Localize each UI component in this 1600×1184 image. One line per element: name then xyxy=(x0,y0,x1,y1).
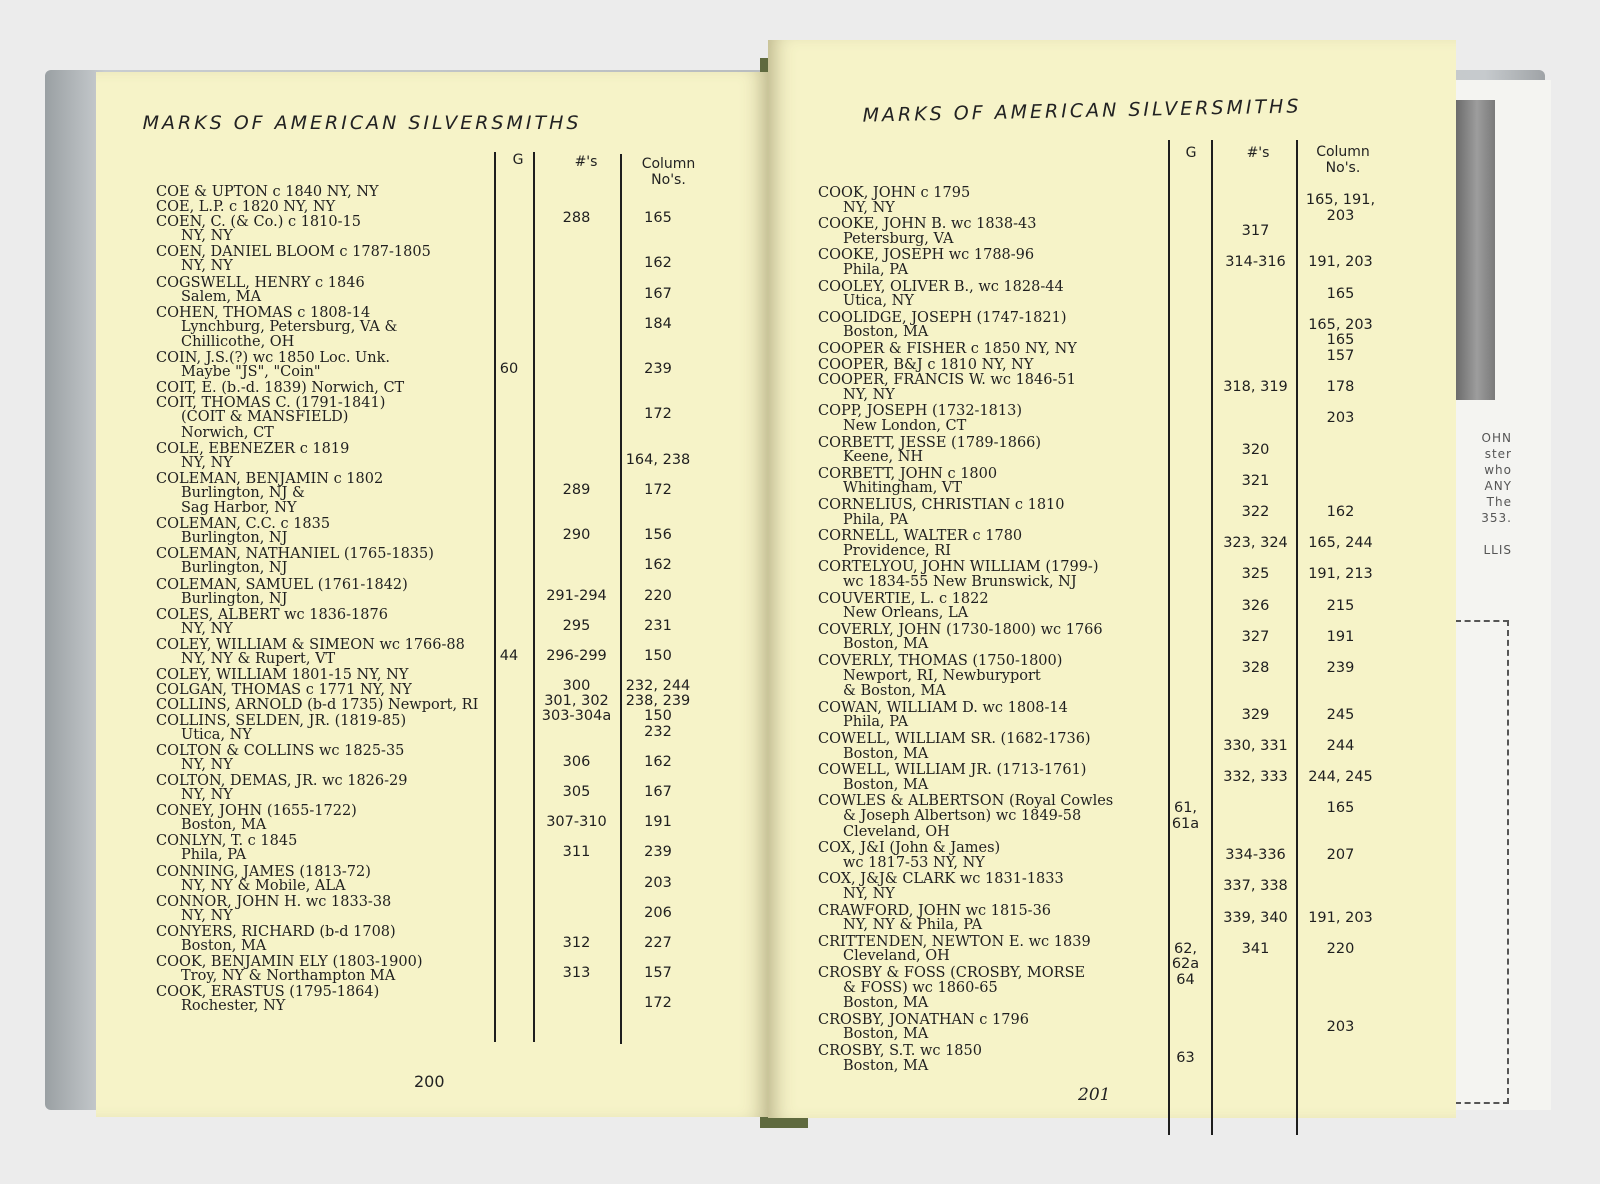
entry-column-numbers: 165, 244 xyxy=(1308,535,1373,552)
entry-plate-numbers: 328 xyxy=(1241,660,1270,676)
entry-location: NY, NY xyxy=(181,228,233,245)
index-entry xyxy=(156,577,756,607)
index-entry xyxy=(818,357,1438,373)
right-entries xyxy=(818,185,1438,1125)
entry-column-numbers: 203 xyxy=(644,874,672,891)
entry-column-numbers: 191 xyxy=(1326,628,1355,645)
entry-column-numbers: 172 xyxy=(644,406,672,423)
index-entry xyxy=(818,591,1438,622)
entry-name: COOK, ERASTUS (1795-1864) xyxy=(156,984,380,1001)
entry-name: COWLES & ALBERTSON (Royal Cowles xyxy=(818,793,1114,810)
entry-name: COOLIDGE, JOSEPH (1747-1821) xyxy=(818,309,1067,326)
entry-column-numbers: 220 xyxy=(1326,940,1355,957)
entry-column-numbers: 207 xyxy=(1326,847,1355,864)
entry-name: COOKE, JOSEPH wc 1788-96 xyxy=(818,247,1035,264)
entry-location: Boston, MA xyxy=(843,1026,929,1043)
entry-name: COOKE, JOHN B. wc 1838-43 xyxy=(818,216,1037,233)
entry-column-numbers: 165 xyxy=(1326,800,1355,817)
entry-location: Boston, MA xyxy=(843,776,929,793)
left-entries xyxy=(156,184,756,1044)
entry-column-numbers: 191, 203 xyxy=(1308,254,1373,271)
entry-name: COHEN, THOMAS c 1808-14 xyxy=(156,304,371,321)
entry-plate-numbers: 321 xyxy=(1241,472,1270,489)
entry-name: COLES, ALBERT wc 1836-1876 xyxy=(156,606,388,623)
entry-name: COLEMAN, C.C. c 1835 xyxy=(156,516,331,533)
dust-jacket-photo xyxy=(1450,100,1495,400)
entry-location: NY, NY xyxy=(181,258,233,275)
entry-location: New London, CT xyxy=(843,417,967,434)
index-entry xyxy=(156,803,756,833)
entry-column-numbers: 165, 203 165 xyxy=(1308,316,1373,349)
entry-column-numbers: 227 xyxy=(644,934,672,951)
index-entry xyxy=(156,244,756,274)
entry-column-numbers: 232, 244 xyxy=(625,678,691,695)
entry-g: 63 xyxy=(1176,1050,1195,1066)
entry-name: COOPER, B&J c 1810 NY, NY xyxy=(818,356,1034,373)
entry-location: NY, NY xyxy=(843,199,895,216)
entry-name: COOK, BENJAMIN ELY (1803-1900) xyxy=(156,954,423,971)
index-entry xyxy=(156,395,756,440)
entry-location: (COIT & MANSFIELD) Norwich, CT xyxy=(181,409,349,441)
entry-name: CONYERS, RICHARD (b-d 1708) xyxy=(156,923,396,940)
entry-name: COLEMAN, SAMUEL (1761-1842) xyxy=(156,576,408,593)
entry-column-numbers: 162 xyxy=(644,753,672,770)
entry-column-numbers: 191, 213 xyxy=(1308,566,1373,583)
entry-column-numbers: 156 xyxy=(644,527,672,544)
index-entry xyxy=(818,653,1438,700)
index-entry xyxy=(818,559,1438,590)
entry-g: 60 xyxy=(499,361,519,378)
index-entry xyxy=(818,497,1438,528)
entry-plate-numbers: 300 xyxy=(562,678,591,695)
index-entry xyxy=(818,528,1438,559)
index-entry xyxy=(818,700,1438,731)
entry-column-numbers: 244 xyxy=(1326,738,1355,754)
entry-location: Utica, NY xyxy=(843,293,914,310)
index-entry xyxy=(156,516,756,546)
entry-location: Newport, RI, Newburyport & Boston, MA xyxy=(843,667,1041,700)
entry-plate-numbers: 288 xyxy=(562,210,591,227)
entry-name: CORBETT, JESSE (1789-1866) xyxy=(818,434,1042,451)
dust-jacket-dashed-box xyxy=(1455,620,1509,1104)
entry-column-numbers: 239 xyxy=(1326,660,1355,676)
entry-name: COOPER, FRANCIS W. wc 1846-51 xyxy=(818,372,1076,389)
index-entry xyxy=(156,275,756,305)
entry-plate-numbers: 339, 340 xyxy=(1223,909,1288,926)
entry-location: Burlington, NJ xyxy=(181,530,288,547)
entry-plate-numbers: 289 xyxy=(562,481,591,498)
entry-location: Phila, PA xyxy=(181,847,247,864)
entry-location: Maybe "JS", "Coin" xyxy=(181,364,321,381)
entry-location: Phila, PA xyxy=(843,714,909,731)
index-entry xyxy=(818,466,1438,497)
index-entry xyxy=(818,341,1438,364)
index-entry xyxy=(818,762,1438,793)
entry-location: Boston, MA xyxy=(181,937,267,954)
index-entry xyxy=(818,903,1438,934)
entry-name: COLEMAN, BENJAMIN c 1802 xyxy=(156,470,384,487)
entry-plate-numbers: 332, 333 xyxy=(1223,769,1288,786)
entry-column-numbers: 178 xyxy=(1326,379,1355,396)
entry-location: Boston, MA xyxy=(181,817,267,834)
entry-name: CONEY, JOHN (1655-1722) xyxy=(156,803,357,820)
index-entry xyxy=(156,924,756,954)
entry-plate-numbers: 312 xyxy=(562,934,591,951)
entry-plate-numbers: 322 xyxy=(1241,504,1270,520)
entry-column-numbers: 150 xyxy=(644,708,672,725)
entry-plate-numbers: 330, 331 xyxy=(1223,738,1288,754)
entry-name: COLLINS, SELDEN, JR. (1819-85) xyxy=(156,712,407,729)
entry-name: COWAN, WILLIAM D. wc 1808-14 xyxy=(818,699,1068,716)
entry-name: COOPER & FISHER c 1850 NY, NY xyxy=(818,341,1077,357)
entry-name: CORTELYOU, JOHN WILLIAM (1799-) xyxy=(818,559,1099,576)
entry-location: Utica, NY xyxy=(181,726,252,743)
entry-column-numbers: 157 xyxy=(1326,348,1355,364)
entry-name: COE & UPTON c 1840 NY, NY xyxy=(156,184,379,200)
entry-location: NY, NY xyxy=(181,620,233,637)
index-entry xyxy=(156,305,756,350)
entry-location: Providence, RI xyxy=(843,542,952,559)
entry-name: COIT, THOMAS C. (1791-1841) xyxy=(156,395,386,412)
entry-location: Petersburg, VA xyxy=(843,230,954,247)
entry-column-numbers: 165 xyxy=(1326,285,1355,302)
entry-location: Boston, MA xyxy=(843,745,929,762)
entry-plate-numbers: 305 xyxy=(562,783,591,800)
entry-name: COE, L.P. c 1820 NY, NY xyxy=(156,199,336,216)
entry-location: Phila, PA xyxy=(843,261,909,278)
entry-location: NY, NY xyxy=(181,756,233,773)
entry-location: & Joseph Albertson) wc 1849-58 Cleveland, OH xyxy=(843,807,1082,840)
entry-name: CORNELL, WALTER c 1780 xyxy=(818,528,1023,545)
entry-plate-numbers: 323, 324 xyxy=(1223,535,1288,552)
index-entry xyxy=(156,637,756,667)
entry-location: Whitingham, VT xyxy=(843,480,963,497)
entry-name: COEN, C. (& Co.) c 1810-15 xyxy=(156,214,361,231)
entry-name: COGSWELL, HENRY c 1846 xyxy=(156,274,365,291)
entry-column-numbers: 203 xyxy=(1326,410,1355,427)
entry-plate-numbers: 325 xyxy=(1241,566,1270,583)
entry-column-numbers: 162 xyxy=(644,255,672,272)
index-entry xyxy=(818,185,1438,224)
entry-g: 64 xyxy=(1176,972,1195,988)
index-entry xyxy=(818,403,1438,434)
entry-plate-numbers: 306 xyxy=(562,753,591,770)
dust-jacket-text: OHN ster who ANY The 353. LLIS xyxy=(1481,431,1512,557)
entry-column-numbers: 191 xyxy=(644,814,672,831)
page-number-left: 200 xyxy=(414,1072,445,1091)
col-header-column: Column No's. xyxy=(641,156,696,188)
index-entry xyxy=(156,350,756,380)
entry-column-numbers: 245 xyxy=(1326,706,1355,723)
entry-name: CORBETT, JOHN c 1800 xyxy=(818,465,998,482)
entry-location: Boston, MA xyxy=(843,636,929,653)
index-entry xyxy=(818,871,1438,902)
entry-column-numbers: 206 xyxy=(644,904,672,921)
col-header-nums-right: #'s xyxy=(1246,145,1270,161)
entry-location: NY, NY & Phila, PA xyxy=(843,917,983,934)
entry-location: Burlington, NJ xyxy=(181,560,288,577)
entry-column-numbers: 165, 191, 203 xyxy=(1305,192,1376,224)
entry-column-numbers: 162 xyxy=(1326,504,1355,520)
entry-location: Burlington, NJ xyxy=(181,590,288,607)
entry-location: Burlington, NJ & Sag Harbor, NY xyxy=(181,484,305,517)
entry-name: COVERLY, THOMAS (1750-1800) xyxy=(818,653,1063,669)
entry-name: COIN, J.S.(?) wc 1850 Loc. Unk. xyxy=(156,350,391,367)
entry-location: NY, NY xyxy=(843,386,895,403)
entry-column-numbers: 239 xyxy=(644,844,672,861)
entry-plate-numbers: 291-294 xyxy=(546,587,607,604)
entry-column-numbers: 172 xyxy=(644,481,672,498)
entry-location: NY, NY & Mobile, ALA xyxy=(181,877,346,894)
index-entry xyxy=(818,247,1438,278)
page-header: MARKS OF AMERICAN SILVERSMITHS xyxy=(142,112,582,134)
col-header-g: G xyxy=(512,152,524,168)
entry-plate-numbers: 320 xyxy=(1241,441,1270,458)
entry-plate-numbers: 337, 338 xyxy=(1223,878,1288,895)
index-entry xyxy=(156,984,756,1014)
entry-name: COLGAN, THOMAS c 1771 NY, NY xyxy=(156,682,412,699)
entry-name: COLEY, WILLIAM 1801-15 NY, NY xyxy=(156,667,409,684)
entry-name: CONNOR, JOHN H. wc 1833-38 xyxy=(156,893,392,910)
entry-column-numbers: 167 xyxy=(644,285,672,302)
entry-location: Rochester, NY xyxy=(181,998,286,1015)
entry-plate-numbers: 329 xyxy=(1241,706,1270,723)
entry-location: & FOSS) wc 1860-65 Boston, MA xyxy=(843,979,998,1012)
entry-location: Salem, MA xyxy=(181,288,262,305)
entry-plate-numbers: 313 xyxy=(562,965,591,982)
index-entry xyxy=(818,435,1438,466)
entry-column-numbers: 191, 203 xyxy=(1308,909,1373,926)
index-entry xyxy=(156,864,756,894)
col-header-nums: #'s xyxy=(574,154,598,170)
entry-plate-numbers: 314-316 xyxy=(1225,254,1286,271)
index-entry xyxy=(818,793,1438,840)
entry-plate-numbers: 311 xyxy=(562,844,591,861)
index-entry xyxy=(156,546,756,576)
index-entry xyxy=(156,773,756,803)
index-entry xyxy=(156,214,756,244)
entry-name: COVERLY, JOHN (1730-1800) wc 1766 xyxy=(818,621,1103,638)
index-entry xyxy=(818,731,1438,762)
index-entry xyxy=(156,954,756,984)
entry-name: CONLYN, T. c 1845 xyxy=(156,833,298,850)
entry-name: CORNELIUS, CHRISTIAN c 1810 xyxy=(818,497,1065,513)
entry-name: CRAWFORD, JOHN wc 1815-36 xyxy=(818,902,1052,919)
entry-name: COEN, DANIEL BLOOM c 1787-1805 xyxy=(156,244,431,261)
entry-column-numbers: 244, 245 xyxy=(1308,769,1373,786)
entry-location: wc 1817-53 NY, NY xyxy=(843,854,985,871)
entry-column-numbers: 238, 239 xyxy=(625,693,691,710)
entry-name: COWELL, WILLIAM SR. (1682-1736) xyxy=(818,731,1091,747)
entry-name: COUVERTIE, L. c 1822 xyxy=(818,590,989,607)
index-entry xyxy=(818,1012,1438,1043)
entry-plate-numbers: 303-304a xyxy=(541,708,612,725)
entry-column-numbers: 231 xyxy=(644,617,672,634)
entry-plate-numbers: 295 xyxy=(562,617,591,634)
entry-plate-numbers: 334-336 xyxy=(1225,847,1286,864)
entry-column-numbers: 164, 238 xyxy=(625,451,691,468)
index-entry xyxy=(156,713,756,743)
entry-plate-numbers: 327 xyxy=(1241,628,1270,645)
entry-plate-numbers: 301, 302 xyxy=(544,693,609,710)
index-entry xyxy=(156,184,756,199)
page-number-right: 201 xyxy=(1078,1085,1111,1105)
index-entry xyxy=(818,372,1438,403)
entry-location: Boston, MA xyxy=(843,324,929,341)
entry-column-numbers: 232 xyxy=(644,723,672,740)
entry-column-numbers: 167 xyxy=(644,783,672,800)
entry-plate-numbers: 290 xyxy=(562,527,591,544)
index-entry xyxy=(156,894,756,924)
entry-location: Boston, MA xyxy=(843,1057,929,1074)
entry-name: COIT, E. (b.-d. 1839) Norwich, CT xyxy=(156,380,405,397)
entry-column-numbers: 172 xyxy=(644,995,672,1012)
entry-column-numbers: 165 xyxy=(644,210,672,227)
entry-location: New Orleans, LA xyxy=(843,605,969,622)
entry-column-numbers: 239 xyxy=(644,361,672,378)
entry-name: COLEMAN, NATHANIEL (1765-1835) xyxy=(156,546,434,563)
entry-plate-numbers: 326 xyxy=(1241,597,1270,614)
entry-column-numbers: 162 xyxy=(644,557,672,574)
entry-name: COWELL, WILLIAM JR. (1713-1761) xyxy=(818,762,1087,779)
entry-name: COLLINS, ARNOLD (b-d 1735) Newport, RI xyxy=(156,697,479,714)
entry-name: COLTON, DEMAS, JR. wc 1826-29 xyxy=(156,772,408,789)
index-entry xyxy=(156,380,756,395)
entry-name: COLEY, WILLIAM & SIMEON wc 1766-88 xyxy=(156,637,465,653)
entry-name: COOK, JOHN c 1795 xyxy=(818,185,971,201)
page-header-right: MARKS OF AMERICAN SILVERSMITHS xyxy=(862,95,1302,127)
entry-column-numbers: 184 xyxy=(644,315,672,332)
col-header-g-right: G xyxy=(1185,145,1197,161)
entry-location: NY, NY xyxy=(181,786,233,803)
entry-name: COPP, JOSEPH (1732-1813) xyxy=(818,403,1023,420)
index-entry xyxy=(818,216,1438,247)
entry-plate-numbers: 307-310 xyxy=(546,814,607,831)
entry-name: COLTON & COLLINS wc 1825-35 xyxy=(156,742,405,759)
entry-name: COOLEY, OLIVER B., wc 1828-44 xyxy=(818,278,1064,295)
entry-g: 62, 62a xyxy=(1171,940,1200,973)
index-entry xyxy=(818,622,1438,653)
index-entry xyxy=(156,833,756,863)
entry-name: CRITTENDEN, NEWTON E. wc 1839 xyxy=(818,933,1091,950)
entry-location: Phila, PA xyxy=(843,511,909,528)
index-entry xyxy=(818,965,1438,1012)
entry-name: COLE, EBENEZER c 1819 xyxy=(156,440,350,457)
entry-location: NY, NY xyxy=(181,907,233,924)
entry-plate-numbers: 341 xyxy=(1241,940,1270,957)
entry-location: wc 1834-55 New Brunswick, NJ xyxy=(843,573,1077,590)
index-entry xyxy=(818,1043,1438,1074)
entry-column-numbers: 215 xyxy=(1326,597,1355,614)
entry-column-numbers: 203 xyxy=(1326,1018,1355,1035)
entry-location: Troy, NY & Northampton MA xyxy=(181,968,396,985)
entry-name: CROSBY & FOSS (CROSBY, MORSE xyxy=(818,965,1086,981)
entry-plate-numbers: 317 xyxy=(1241,223,1270,240)
index-entry xyxy=(818,840,1438,871)
entry-plate-numbers: 296-299 xyxy=(546,648,607,664)
entry-location: NY, NY xyxy=(843,885,895,902)
entry-name: CROSBY, S.T. wc 1850 xyxy=(818,1043,982,1059)
entry-name: CROSBY, JONATHAN c 1796 xyxy=(818,1011,1029,1028)
entry-name: COX, J&J& CLARK wc 1831-1833 xyxy=(818,871,1064,888)
entry-column-numbers: 157 xyxy=(644,965,672,982)
entry-column-numbers: 220 xyxy=(644,587,672,604)
entry-g: 61, 61a xyxy=(1171,800,1200,832)
entry-name: COX, J&I (John & James) xyxy=(818,840,1001,857)
entry-column-numbers: 150 xyxy=(644,648,672,664)
entry-location: Keene, NH xyxy=(843,449,924,466)
entry-location: Cleveland, OH xyxy=(843,948,950,965)
index-entry xyxy=(156,441,756,471)
left-page xyxy=(96,72,768,1117)
entry-location: Lynchburg, Petersburg, VA & Chillicothe, OH xyxy=(181,318,398,350)
right-page xyxy=(768,40,1456,1118)
entry-plate-numbers: 318, 319 xyxy=(1223,379,1288,396)
col-header-column-right: Column No's. xyxy=(1316,144,1370,176)
index-entry xyxy=(156,471,756,516)
index-entry xyxy=(156,743,756,773)
entry-location: NY, NY xyxy=(181,454,233,471)
index-entry xyxy=(156,607,756,637)
entry-g: 44 xyxy=(499,648,519,664)
entry-name: CONNING, JAMES (1813-72) xyxy=(156,863,371,880)
entry-location: NY, NY & Rupert, VT xyxy=(181,651,336,668)
index-entry xyxy=(818,279,1438,310)
